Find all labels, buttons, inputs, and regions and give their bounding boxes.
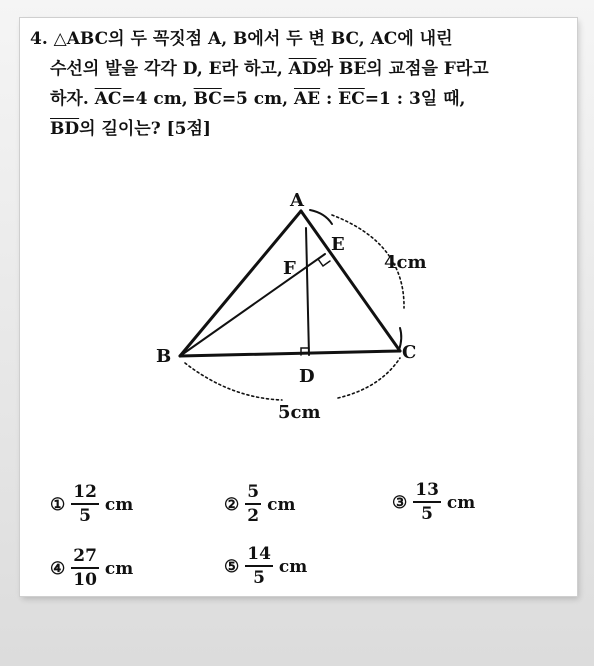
choice-5[interactable]	[224, 546, 307, 587]
segment-ad: $\overline{AD}$	[288, 59, 317, 79]
denominator: 5	[79, 506, 91, 526]
numerator: 13	[413, 482, 441, 503]
text-segment: =5 cm,	[221, 89, 294, 109]
choice-marker: ③	[392, 492, 408, 513]
answer-choices	[20, 18, 577, 596]
text-segment: 의 교점을 F라고	[366, 59, 489, 79]
choice-unit: cm	[278, 556, 308, 577]
choice-unit: cm	[446, 492, 476, 513]
exam-paper	[20, 18, 577, 596]
vertex-label-c: C	[402, 342, 417, 363]
length-label-ac: 4cm	[384, 252, 427, 273]
segment-ec: $\overline{EC}$	[338, 89, 365, 109]
denominator: 10	[73, 570, 97, 590]
choice-fraction	[71, 484, 99, 525]
segment-ac: $\overline{AC}$	[94, 89, 122, 109]
choice-fraction	[245, 546, 273, 587]
text-segment: 하자.	[50, 89, 95, 109]
segment-ae: $\overline{AE}$	[293, 89, 321, 109]
text-segment: 의 길이는? [5점]	[79, 119, 211, 139]
point-label-e: E	[331, 234, 345, 255]
choice-unit: cm	[267, 494, 296, 515]
text-segment: 와	[316, 59, 339, 79]
choice-marker: ②	[224, 494, 240, 515]
choice-fraction	[71, 548, 99, 589]
point-label-f: F	[283, 258, 296, 279]
denominator: 2	[247, 506, 260, 526]
segment-bd: $\overline{BD}$	[50, 119, 80, 139]
text-segment: =4 cm,	[121, 89, 194, 109]
choice-fraction	[413, 482, 441, 523]
choice-marker: ④	[50, 558, 66, 579]
length-label-bc: 5cm	[278, 402, 321, 423]
choice-2[interactable]	[224, 484, 295, 525]
numerator: 27	[71, 548, 99, 569]
text-segment: 수선의 발을 각각 D, E라 하고,	[50, 59, 289, 79]
segment-be: $\overline{BE}$	[338, 59, 367, 79]
denominator: 5	[421, 504, 433, 524]
problem-line-1: 4. △ABC의 두 꼭짓점 A, B에서 두 변 BC, AC에 내린	[30, 29, 453, 49]
choice-3[interactable]	[392, 482, 475, 523]
vertex-label-b: B	[156, 346, 172, 367]
choice-1[interactable]	[50, 484, 133, 525]
vertex-label-a: A	[290, 190, 304, 211]
numerator: 14	[245, 546, 273, 567]
denominator: 5	[253, 568, 265, 588]
text-segment: :	[320, 89, 339, 109]
numerator: 12	[71, 484, 99, 505]
choice-unit: cm	[104, 494, 134, 515]
choice-unit: cm	[104, 558, 134, 579]
numerator: 5	[245, 484, 261, 505]
choice-marker: ⑤	[224, 556, 240, 577]
choice-fraction	[245, 484, 261, 525]
segment-bc: $\overline{BC}$	[193, 89, 222, 109]
point-label-d: D	[299, 366, 315, 387]
choice-4[interactable]	[50, 548, 133, 589]
choice-marker: ①	[50, 494, 66, 515]
text-segment: =1 : 3일 때,	[364, 89, 466, 109]
